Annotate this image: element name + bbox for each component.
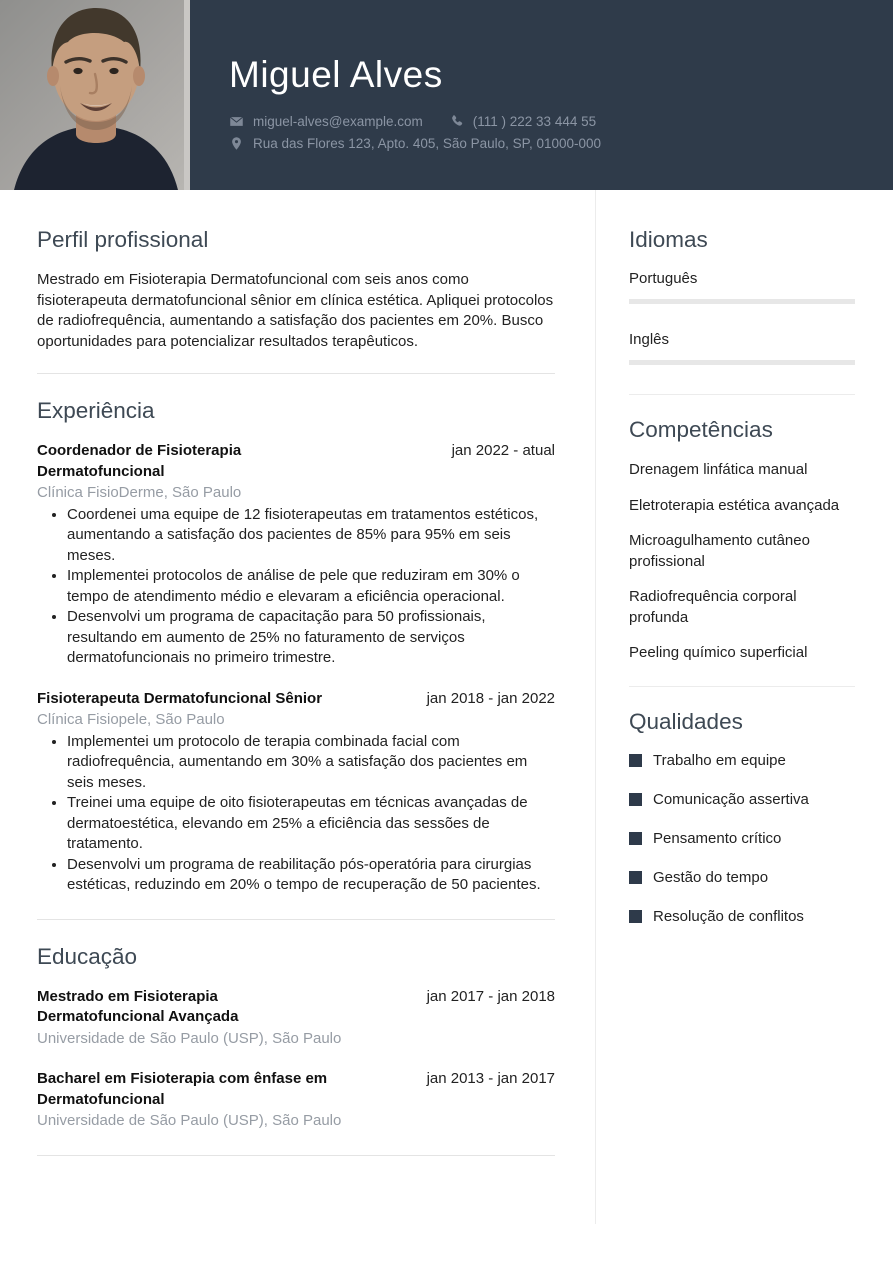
phone-text: (111 ) 222 33 444 55 — [472, 113, 597, 129]
experience-item — [37, 441, 555, 669]
profile-photo — [0, 0, 190, 190]
job-bullet: • Implementei protocolos de análise de pele que reduziram em 30% o tempo de atendimento médio e elevaram a eficiência operacional. — [67, 566, 555, 607]
quality-label: Trabalho em equipe — [653, 751, 786, 769]
address-text: Rua das Flores 123, Apto. 405, São Paulo, SP, 01000-000 — [253, 135, 602, 151]
degree-dates: jan 2013 - jan 2017 — [426, 1070, 555, 1087]
profile-title: Perfil profissional — [37, 227, 209, 252]
language-name: Português — [629, 270, 698, 287]
contact-address — [229, 136, 601, 151]
square-bullet-icon — [629, 910, 642, 923]
language-item — [629, 331, 855, 365]
degree-dates: jan 2017 - jan 2018 — [426, 987, 555, 1005]
education-title: Educação — [37, 943, 138, 969]
quality-item — [629, 791, 855, 809]
profile-text: Mestrado em Fisioterapia Dermatofuncional com seis anos como fisioterapeuta dermatofuncional sênior em clínica estética. Apliquei protocolos de radiofrequência, aumentando a satisfação dos pacientes em 20%. Busco oportunidades para potencializar resultados terapêuticos. — [37, 271, 554, 350]
candidate-name: Miguel Alves — [229, 54, 443, 95]
job-company: Clínica FisioDerme, São Paulo — [37, 484, 242, 501]
section-experience — [37, 397, 555, 920]
job-bullet: • Treinei uma equipe de oito fisioterapeutas em técnicas avançadas de dermatoestética, elevando em 25% a eficiência das sessões de tratamento. — [67, 793, 555, 855]
skill-item: Eletroterapia estética avançada — [629, 496, 840, 514]
qualities-title: Qualidades — [629, 708, 743, 734]
resume-header — [0, 0, 893, 190]
degree-name: Bacharel em Fisioterapia com ênfase em Dermatofuncional — [37, 1070, 328, 1108]
phone-icon — [449, 114, 464, 129]
experience-item — [37, 689, 555, 896]
job-dates: jan 2022 - atual — [451, 442, 555, 459]
quality-label: Gestão do tempo — [653, 868, 769, 886]
contact-block — [229, 114, 873, 151]
language-level-bar — [629, 360, 855, 365]
right-column — [629, 190, 855, 1224]
job-company: Clínica Fisiopele, São Paulo — [37, 711, 225, 728]
contact-email — [229, 114, 423, 129]
section-languages — [629, 190, 855, 395]
language-name: Inglês — [629, 331, 670, 348]
skill-item: Microagulhamento cutâneo profissional — [629, 532, 810, 570]
language-item — [629, 270, 855, 304]
job-bullet: • Desenvolvi um programa de reabilitação pós-operatória para cirurgias estéticas, reduzindo em 20% o tempo de recuperação de 50 pacientes. — [67, 855, 555, 896]
job-bullet: • Coordenei uma equipe de 12 fisioterapeutas em tratamentos estéticos, aumentando a satisfação dos pacientes de 85% para 95% em seis meses. — [67, 505, 555, 567]
skills-title: Competências — [629, 417, 773, 442]
email-text: miguel-alves@example.com — [253, 113, 423, 129]
quality-label: Resolução de conflitos — [653, 907, 804, 925]
school-name: Universidade de São Paulo (USP), São Paulo — [37, 1029, 342, 1047]
quality-label: Pensamento crítico — [653, 829, 782, 847]
job-dates: jan 2018 - jan 2022 — [426, 689, 555, 707]
job-bullets — [37, 505, 555, 669]
contact-phone — [449, 114, 596, 129]
skill-item: Radiofrequência corporal profunda — [629, 588, 797, 626]
job-bullet: • Implementei um protocolo de terapia combinada facial com radiofrequência, aumentando em 30% a satisfação dos pacientes em seis meses. — [67, 732, 555, 794]
languages-title: Idiomas — [629, 227, 708, 252]
degree-name: Mestrado em Fisioterapia Dermatofuncional Avançada — [37, 987, 239, 1025]
skill-item: Drenagem linfática manual — [629, 461, 808, 478]
job-role: Fisioterapeuta Dermatofuncional Sênior — [37, 689, 323, 707]
language-level-bar — [629, 299, 855, 304]
quality-item — [629, 830, 855, 848]
quality-item — [629, 869, 855, 887]
email-icon — [229, 114, 244, 129]
square-bullet-icon — [629, 754, 642, 767]
skill-item: Peeling químico superficial — [629, 644, 808, 661]
job-bullets — [37, 732, 555, 896]
experience-title: Experiência — [37, 398, 155, 423]
education-item — [37, 987, 555, 1050]
left-column — [37, 190, 555, 1224]
square-bullet-icon — [629, 871, 642, 884]
column-divider — [595, 190, 596, 1224]
quality-label: Comunicação assertiva — [653, 790, 809, 808]
school-name: Universidade de São Paulo (USP), São Paulo — [37, 1112, 342, 1129]
job-role: Coordenador de Fisioterapia Dermatofuncional — [37, 442, 242, 480]
location-pin-icon — [229, 136, 244, 151]
header-panel — [190, 0, 893, 190]
square-bullet-icon — [629, 832, 642, 845]
section-education — [37, 943, 555, 1156]
section-qualities — [629, 708, 855, 926]
square-bullet-icon — [629, 793, 642, 806]
quality-item — [629, 752, 855, 770]
job-bullet: • Desenvolvi um programa de capacitação para 50 profissionais, resultando em aumento de 25% no faturamento de serviços dermatofuncionais no primeiro trimestre. — [67, 607, 555, 669]
education-item — [37, 1069, 555, 1132]
resume-body — [0, 190, 893, 1224]
section-skills — [629, 416, 855, 687]
quality-item — [629, 908, 855, 926]
section-profile — [37, 190, 555, 374]
